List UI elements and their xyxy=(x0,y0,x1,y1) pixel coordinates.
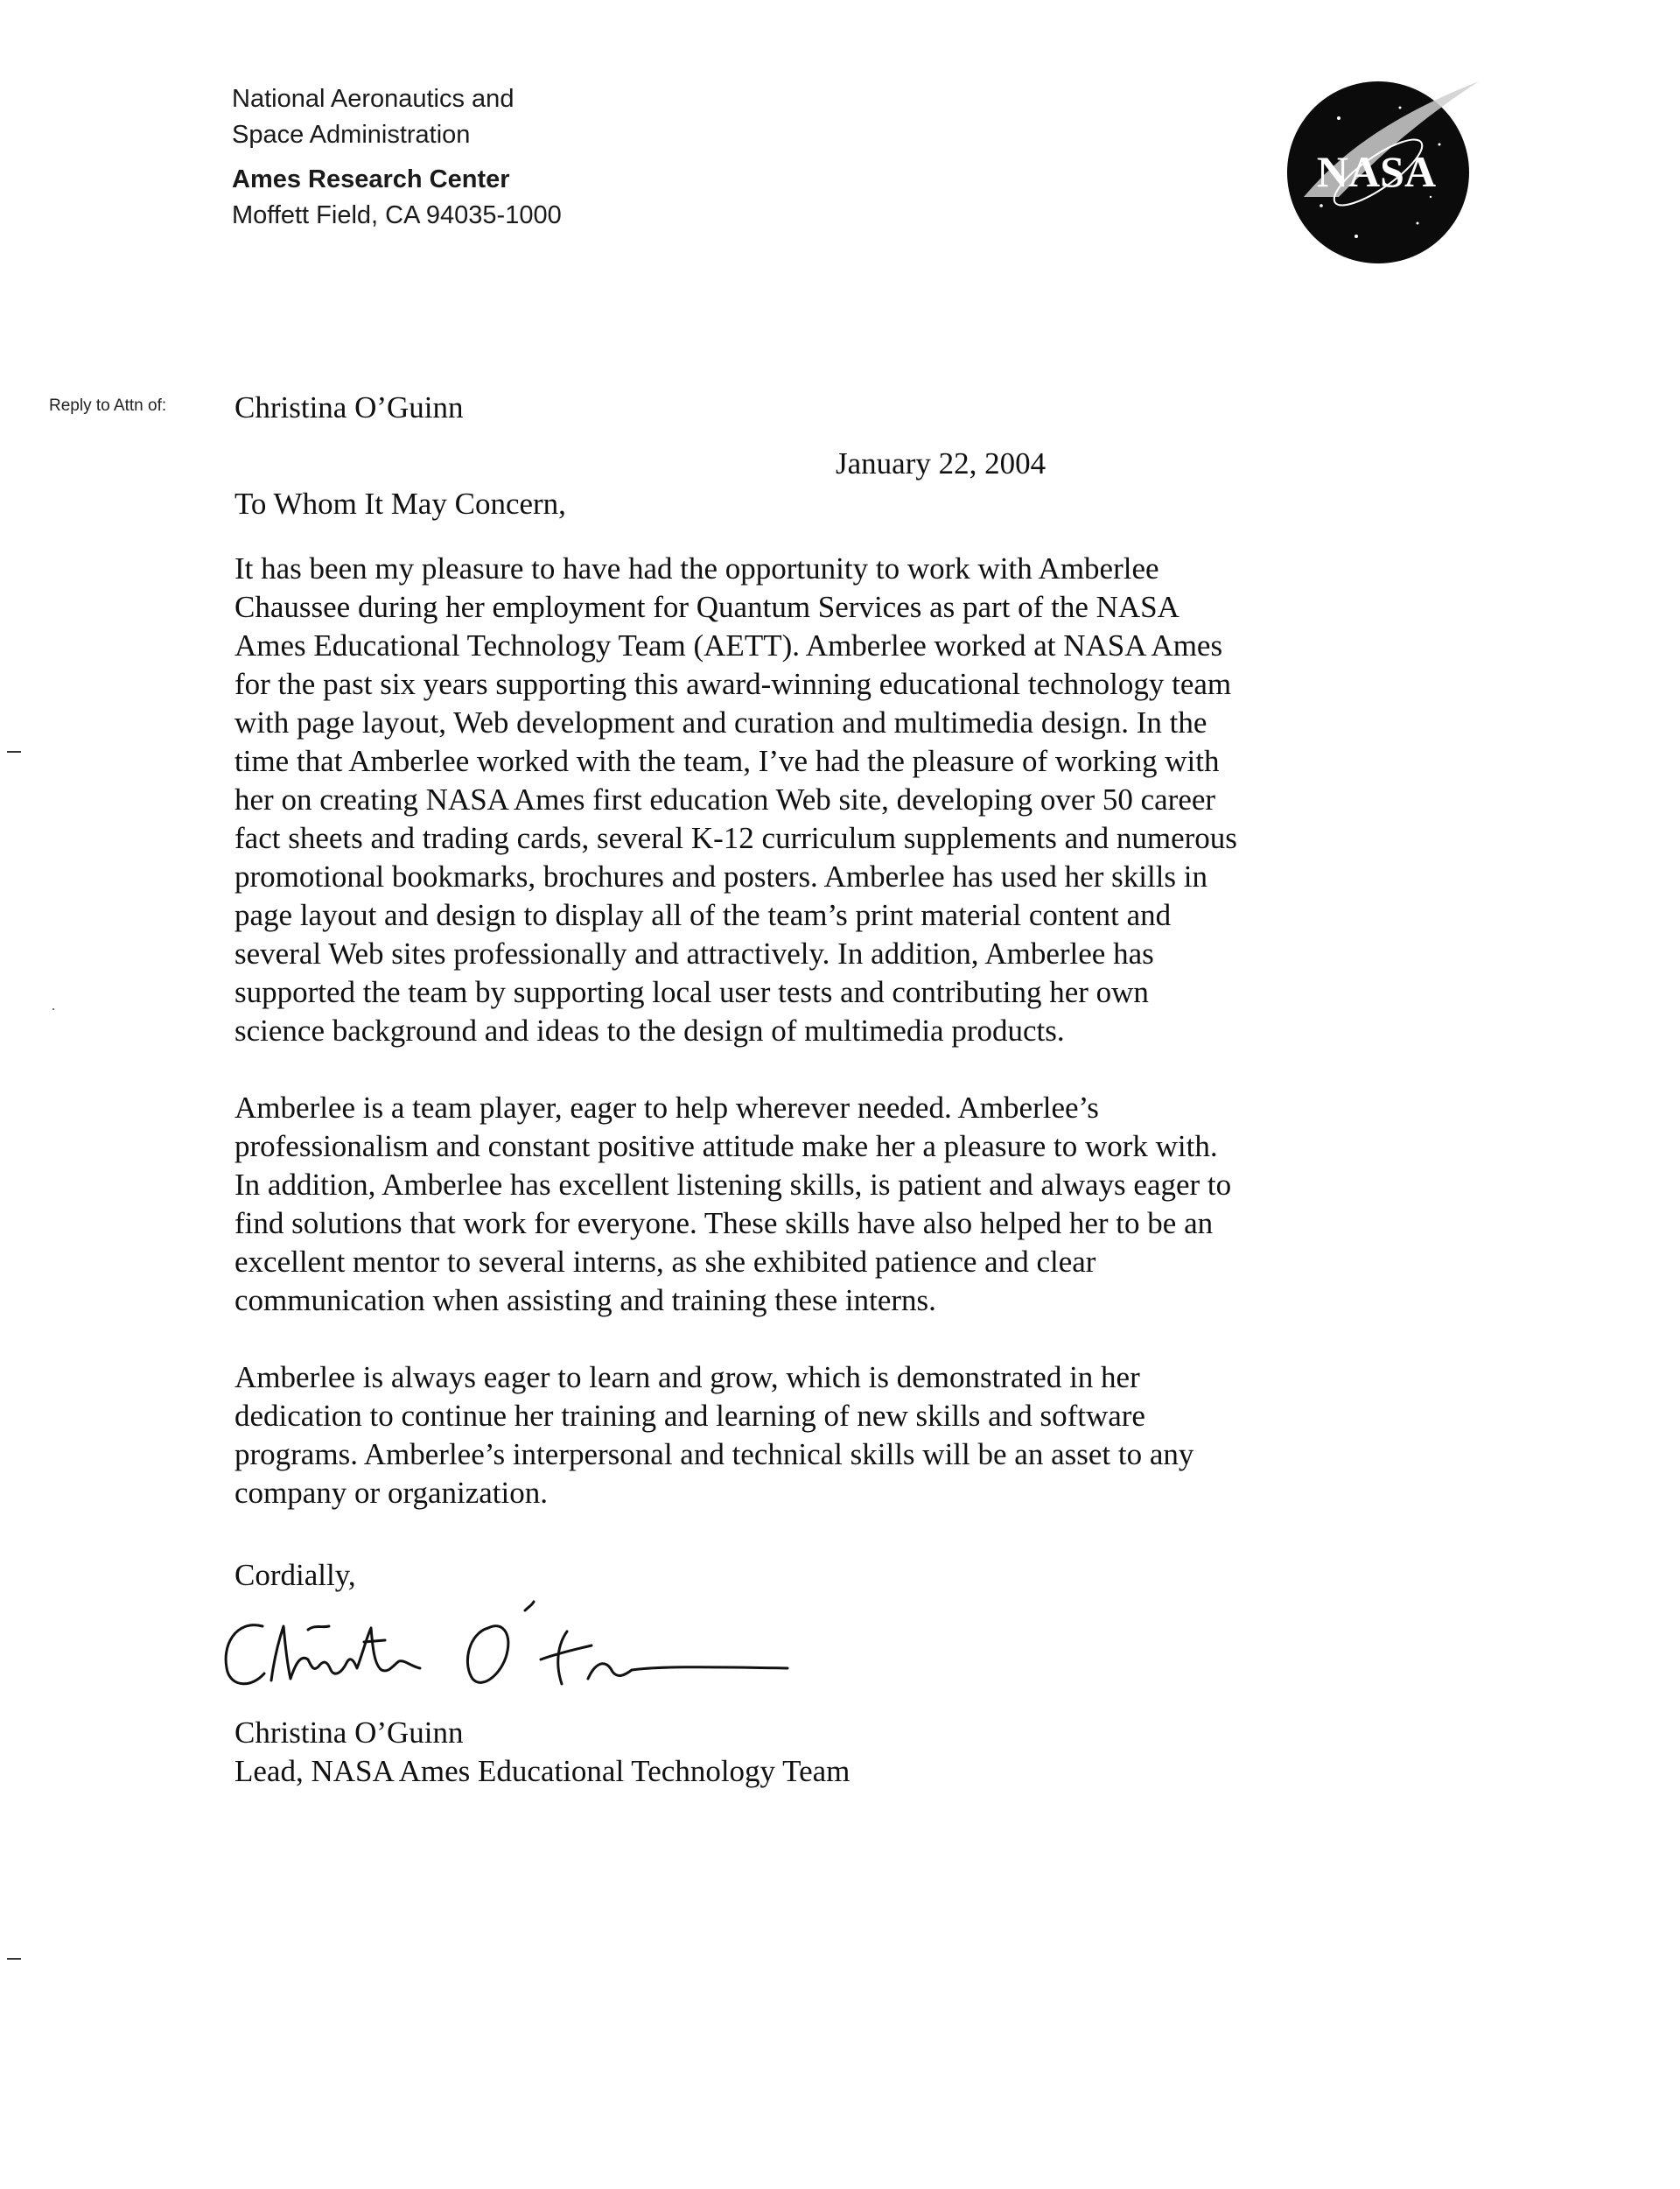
signer-block xyxy=(234,1714,850,1791)
body-line: Ames Educational Technology Team (AETT). Amberlee worked at NASA Ames xyxy=(234,628,1223,663)
signature-stroke xyxy=(541,1645,592,1659)
signature-stroke xyxy=(364,1640,385,1642)
org-name-line-2: Space Administration xyxy=(232,121,471,149)
body-line: programs. Amberlee’s interpersonal and technical skills will be an asset to any xyxy=(234,1437,1194,1471)
paragraph-1 xyxy=(234,550,1372,1050)
body-line: fact sheets and trading cards, several K-12 curriculum supplements and numerous xyxy=(234,821,1237,855)
signature-stroke xyxy=(525,1602,534,1610)
body-line: dedication to continue her training and learning of new skills and software xyxy=(234,1399,1145,1433)
body-line: page layout and design to display all of the team’s print material content and xyxy=(234,898,1172,932)
center-name: Ames Research Center xyxy=(232,165,510,193)
body-line: with page layout, Web development and curation and multimedia design. In the xyxy=(234,705,1208,740)
nasa-logo xyxy=(1269,74,1496,267)
body-line: excellent mentor to several interns, as she exhibited patience and clear xyxy=(234,1245,1096,1279)
org-name-line-1: National Aeronautics and xyxy=(232,85,514,113)
body-line: time that Amberlee worked with the team, I’ve had the pleasure of working with xyxy=(234,744,1220,778)
body-line: Chaussee during her employment for Quantum Services as part of the NASA xyxy=(234,590,1180,624)
paragraph-3 xyxy=(234,1358,1372,1512)
logo-text: NASA xyxy=(1316,147,1437,196)
body-line: supported the team by supporting local user tests and contributing her own xyxy=(234,975,1149,1009)
body-line: Amberlee is a team player, eager to help wherever needed. Amberlee’s xyxy=(234,1091,1099,1125)
body-line: several Web sites professionally and attractively. In addition, Amberlee has xyxy=(234,937,1154,971)
body-line: promotional bookmarks, brochures and posters. Amberlee has used her skills in xyxy=(234,859,1208,894)
body-line: find solutions that work for everyone. These skills have also helped her to be an xyxy=(234,1206,1214,1240)
letterhead xyxy=(232,81,844,234)
body-line: company or organization. xyxy=(234,1476,548,1510)
signature-stroke xyxy=(467,1626,508,1683)
center-address: Moffett Field, CA 94035-1000 xyxy=(232,201,562,229)
signer-name: Christina O’Guinn xyxy=(234,1715,464,1750)
signature-stroke xyxy=(226,1625,264,1684)
body-line: professionalism and constant positive attitude make her a pleasure to work with. xyxy=(234,1129,1218,1163)
signature-stroke xyxy=(588,1664,788,1679)
letter-date: January 22, 2004 xyxy=(836,446,1046,481)
reply-to-label: Reply to Attn of: xyxy=(49,396,167,415)
closing: Cordially, xyxy=(234,1558,356,1592)
reply-to-name: Christina O’Guinn xyxy=(234,390,464,424)
signature xyxy=(210,1575,805,1707)
body-line: her on creating NASA Ames first education Web site, developing over 50 career xyxy=(234,782,1216,817)
signature-stroke xyxy=(308,1626,329,1630)
body-line: communication when assisting and training these interns. xyxy=(234,1283,936,1317)
body-line: It has been my pleasure to have had the opportunity to work with Amberlee xyxy=(234,551,1159,586)
signature-stroke xyxy=(271,1626,420,1680)
margin-mark xyxy=(7,751,21,753)
signer-title: Lead, NASA Ames Educational Technology Team xyxy=(234,1754,850,1788)
salutation: To Whom It May Concern, xyxy=(234,487,566,521)
margin-mark xyxy=(7,1958,21,1960)
paragraph-2 xyxy=(234,1089,1372,1320)
body-line: science background and ideas to the design of multimedia products. xyxy=(234,1014,1065,1048)
letter-body xyxy=(234,550,1372,1551)
body-line: Amberlee is always eager to learn and grow, which is demonstrated in her xyxy=(234,1360,1140,1394)
scan-speck xyxy=(52,1008,54,1010)
body-line: for the past six years supporting this award-winning educational technology team xyxy=(234,667,1232,701)
signature-stroke xyxy=(558,1631,567,1684)
body-line: In addition, Amberlee has excellent listening skills, is patient and always eager to xyxy=(234,1168,1232,1202)
